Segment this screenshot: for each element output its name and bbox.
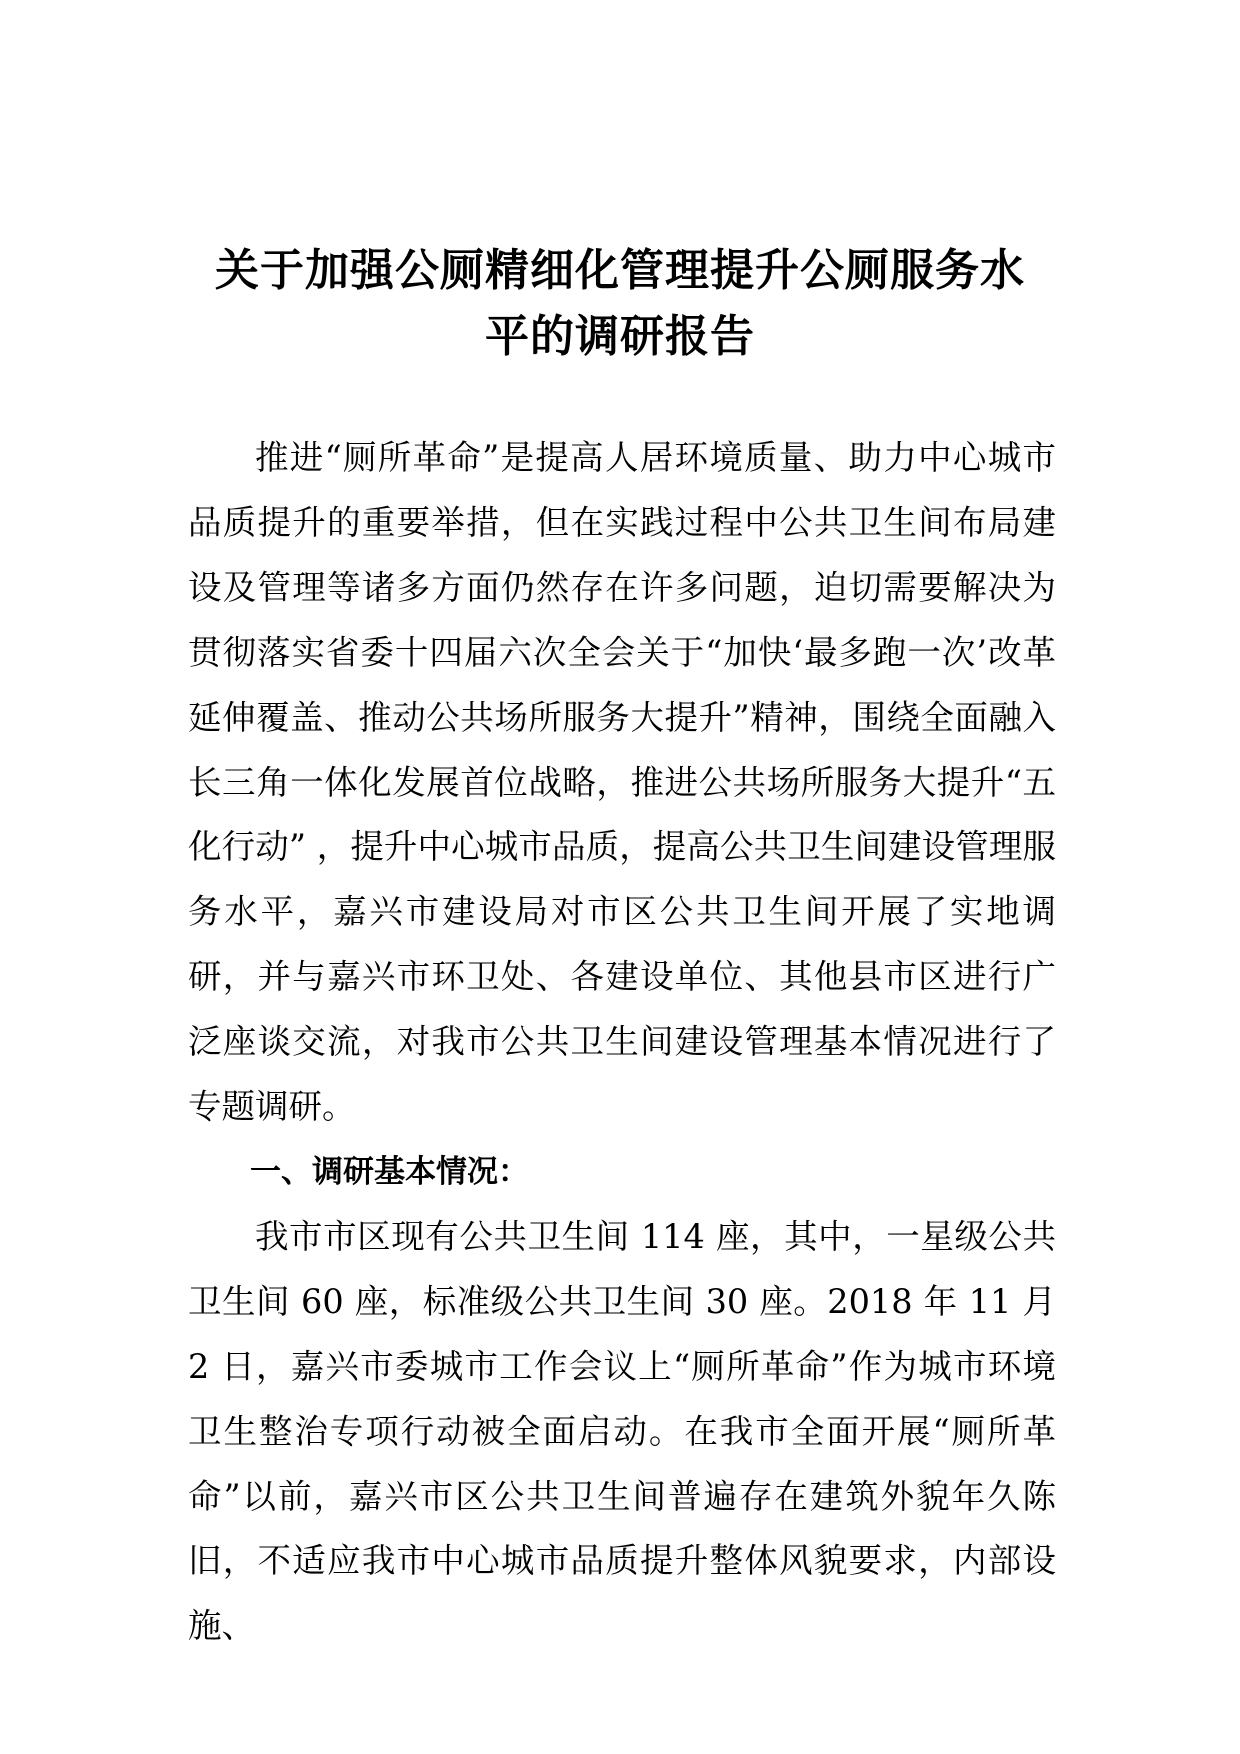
paragraph-basic-situation: 我市市区现有公共卫生间 114 座，其中，一星级公共卫生间 60 座，标准级公共卫生间 30 座。2018 年 11 月 2 日，嘉兴市委城市工作会议上“厕所革命”作为城市环境卫生整治专项行动被全面启动。在我市全面开展“厕所革命”以前，嘉兴市区公共卫生间普遍存在建筑外貌年久陈旧，不适应我市中心城市品质提升整体风貌要求，内部设施、 [188,1216,1056,1646]
title-line-2: 平的调研报告 [485,311,755,362]
paragraph-intro: 推进“厕所革命”是提高人居环境质量、助力中心城市品质提升的重要举措，但在实践过程中公共卫生间布局建设及管理等诸多方面仍然存在许多问题，迫切需要解决为贯彻落实省委十四届六次全会关于“加快‘最多跑一次’改革延伸覆盖、推动公共场所服务大提升”精神，围绕全面融入长三角一体化发展首位战略，推进公共场所服务大提升“五化行动” ，提升中心城市品质，提高公共卫生间建设管理服务水平，嘉兴市建设局对市区公共卫生间开展了实地调研，并与嘉兴市环卫处、各建设单位、其他县市区进行广泛座谈交流，对我市公共卫生间建设管理基本情况进行了专题调研。 [188,438,1056,1127]
title-line-1: 关于加强公厕精细化管理提升公厕服务水 [215,245,1025,296]
document-body [188,426,1056,1659]
section-heading-1: 一、调研基本情况： [250,1153,529,1190]
document-title [170,238,1070,370]
